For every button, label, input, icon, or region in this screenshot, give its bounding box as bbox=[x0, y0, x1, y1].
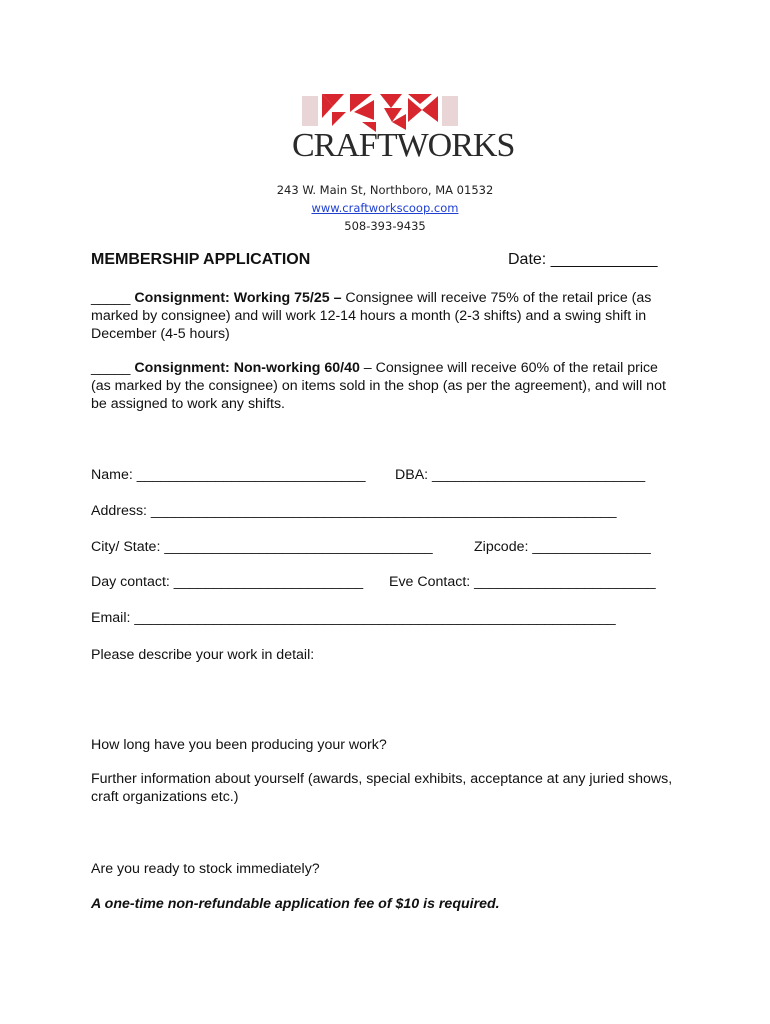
describe-work-question: Please describe your work in detail: bbox=[91, 647, 315, 663]
website-link[interactable]: www.craftworkscoop.com bbox=[311, 201, 459, 215]
dba-field[interactable]: DBA: ___________________________ bbox=[395, 467, 646, 483]
address-field[interactable]: Address: ___________________________________________________________ bbox=[91, 503, 617, 519]
option-description: – Consignee will receive 60% of the retail price (as marked by the consignee) on items sold in the shop (as per the agreement), and will not be assigned to work any shifts. bbox=[91, 360, 666, 412]
application-fee-notice: A one-time non-refundable application fee of $10 is required. bbox=[91, 896, 500, 912]
how-long-question: How long have you been producing your work? bbox=[91, 737, 387, 753]
day-contact-field[interactable]: Day contact: ________________________ bbox=[91, 574, 364, 590]
option-blank[interactable]: _____ bbox=[91, 360, 135, 376]
contact-block bbox=[0, 181, 770, 235]
option-title: Consignment: Non-working 60/40 bbox=[134, 360, 360, 376]
consignment-working-option[interactable] bbox=[91, 289, 681, 343]
eve-contact-field[interactable]: Eve Contact: _______________________ bbox=[389, 574, 656, 590]
consignment-nonworking-option[interactable] bbox=[91, 359, 681, 413]
logo-wordmark: CRAFTWORKS bbox=[292, 127, 515, 164]
option-blank[interactable]: _____ bbox=[91, 290, 135, 306]
street-address: 243 W. Main St, Northboro, MA 01532 bbox=[276, 183, 494, 197]
option-description: Consignee will receive 75% of the retail price (as marked by consignee) and will work 12-14 hours a month (2-3 shifts) and a swing shift in December (4-5 hours) bbox=[91, 290, 652, 342]
ready-to-stock-question: Are you ready to stock immediately? bbox=[91, 861, 320, 877]
city-state-field[interactable]: City/ State: __________________________________ bbox=[91, 539, 433, 555]
further-info-question: Further information about yourself (awards, special exhibits, acceptance at any juried shows, craft organizations etc.) bbox=[91, 771, 673, 805]
form-title: MEMBERSHIP APPLICATION bbox=[91, 251, 311, 268]
date-field[interactable]: Date: ____________ bbox=[508, 251, 658, 268]
phone-number: 508-393-9435 bbox=[344, 219, 426, 233]
zipcode-field[interactable]: Zipcode: _______________ bbox=[474, 539, 651, 555]
craftworks-logo bbox=[292, 92, 515, 172]
email-field[interactable]: Email: _____________________________________________________________ bbox=[91, 610, 616, 626]
option-title: Consignment: Working 75/25 – bbox=[134, 290, 342, 306]
name-field[interactable]: Name: _____________________________ bbox=[91, 467, 366, 483]
